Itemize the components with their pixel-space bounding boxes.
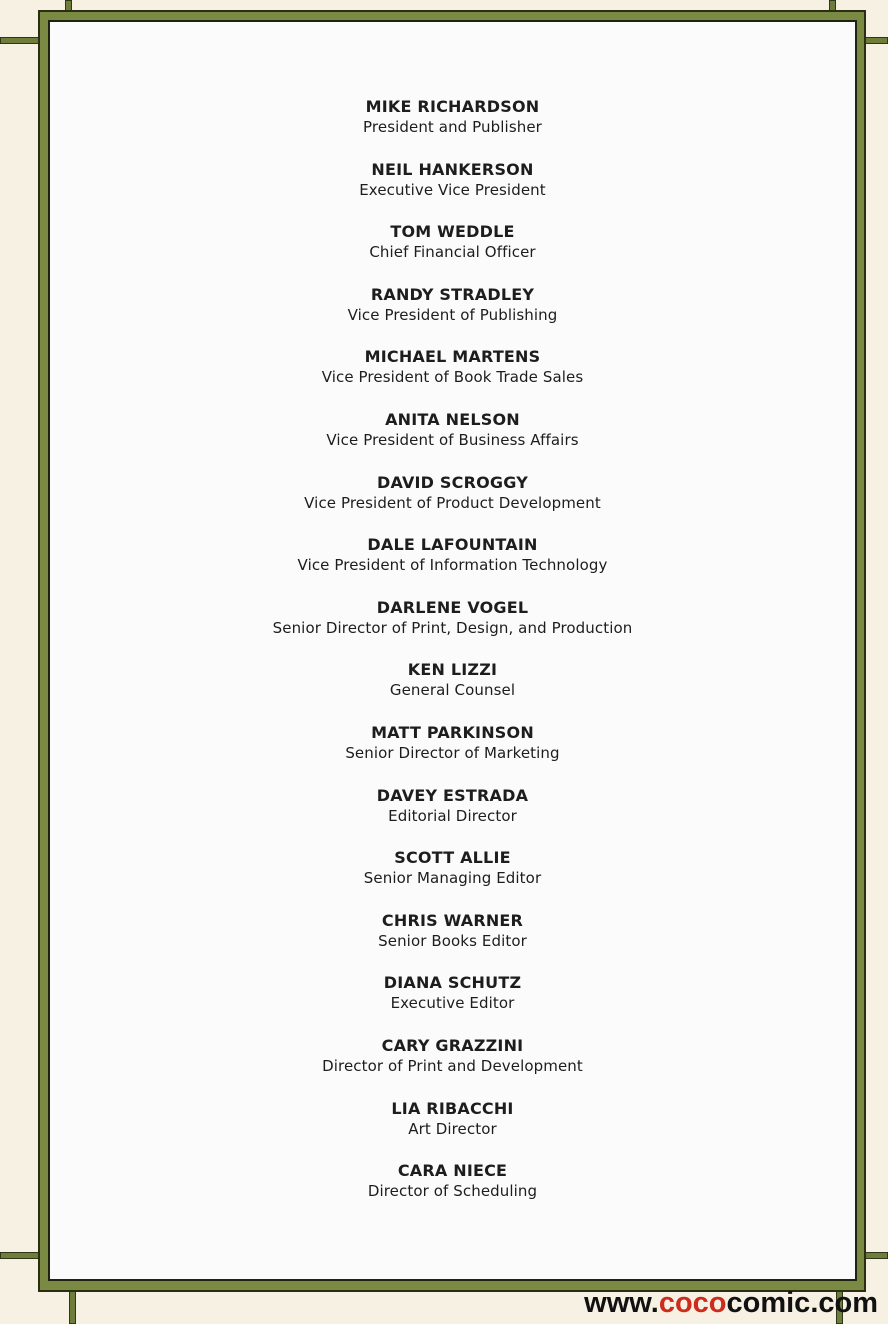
staff-title: Senior Director of Marketing [345, 743, 560, 762]
staff-title: Director of Print and Development [322, 1056, 583, 1075]
staff-title: Art Director [408, 1119, 497, 1138]
staff-title: President and Publisher [363, 118, 542, 136]
staff-entry [48, 1099, 857, 1162]
staff-name: RANDY STRADLEY [370, 284, 535, 304]
background-line-top-left [0, 37, 40, 44]
staff-entry [48, 598, 857, 661]
staff-entry [48, 410, 857, 473]
staff-name: DALE LAFOUNTAIN [367, 535, 538, 555]
staff-name: DAVID SCROGGY [376, 472, 529, 492]
staff-entry [48, 848, 857, 911]
staff-name: DAVEY ESTRADA [376, 785, 529, 805]
background-line-left-bottom [69, 1290, 76, 1324]
staff-name: TOM WEDDLE [390, 222, 515, 242]
staff-title: Vice President of Product Development [304, 493, 601, 512]
staff-title: Director of Scheduling [367, 1182, 538, 1201]
staff-entry [48, 473, 857, 536]
staff-entry [48, 222, 857, 285]
background-line-bottom-left [0, 1252, 40, 1259]
staff-entry [48, 911, 857, 974]
staff-entry [48, 660, 857, 723]
staff-name: CARY GRAZZINI [381, 1035, 524, 1055]
staff-title: Chief Financial Officer [369, 243, 536, 262]
staff-title: Executive Vice President [359, 180, 546, 199]
staff-title: Vice President of Publishing [347, 305, 558, 324]
background-line-bottom-right [864, 1252, 888, 1259]
staff-name: CARA NIECE [397, 1161, 508, 1181]
staff-title: Vice President of Book Trade Sales [321, 368, 584, 387]
staff-name: NEIL HANKERSON [371, 159, 534, 179]
watermark-highlight: coco [658, 1287, 727, 1319]
staff-title: Vice President of Information Technology [297, 556, 608, 575]
staff-name: SCOTT ALLIE [394, 848, 511, 868]
staff-name: DARLENE VOGEL [376, 597, 529, 617]
staff-entry [48, 535, 857, 598]
staff-title: Senior Managing Editor [363, 869, 542, 888]
staff-title: Vice President of Business Affairs [326, 430, 579, 449]
staff-entry [48, 347, 857, 410]
watermark-prefix: www. [584, 1287, 659, 1319]
staff-name: CHRIS WARNER [381, 910, 524, 930]
staff-entry [48, 723, 857, 786]
staff-name: MATT PARKINSON [371, 722, 534, 742]
staff-name: DIANA SCHUTZ [383, 973, 522, 993]
staff-entry [48, 973, 857, 1036]
staff-name: KEN LIZZI [407, 660, 498, 680]
staff-list [48, 97, 857, 1224]
staff-entry [48, 786, 857, 849]
staff-title: General Counsel [389, 681, 516, 700]
staff-entry [48, 1036, 857, 1099]
staff-entry [48, 285, 857, 348]
staff-title: Editorial Director [388, 806, 517, 825]
staff-name: LIA RIBACCHI [391, 1098, 514, 1118]
staff-entry [48, 160, 857, 223]
staff-name: MIKE RICHARDSON [365, 97, 540, 116]
watermark-suffix: comic.com [726, 1287, 878, 1319]
staff-entry [48, 97, 857, 160]
staff-name: MICHAEL MARTENS [364, 347, 541, 367]
staff-name: ANITA NELSON [385, 409, 520, 429]
site-watermark [584, 1286, 878, 1320]
staff-entry [48, 1161, 857, 1224]
background-line-top-right [864, 37, 888, 44]
staff-title: Executive Editor [390, 994, 515, 1013]
staff-title: Senior Director of Print, Design, and Production [272, 618, 633, 637]
staff-title: Senior Books Editor [378, 931, 527, 950]
